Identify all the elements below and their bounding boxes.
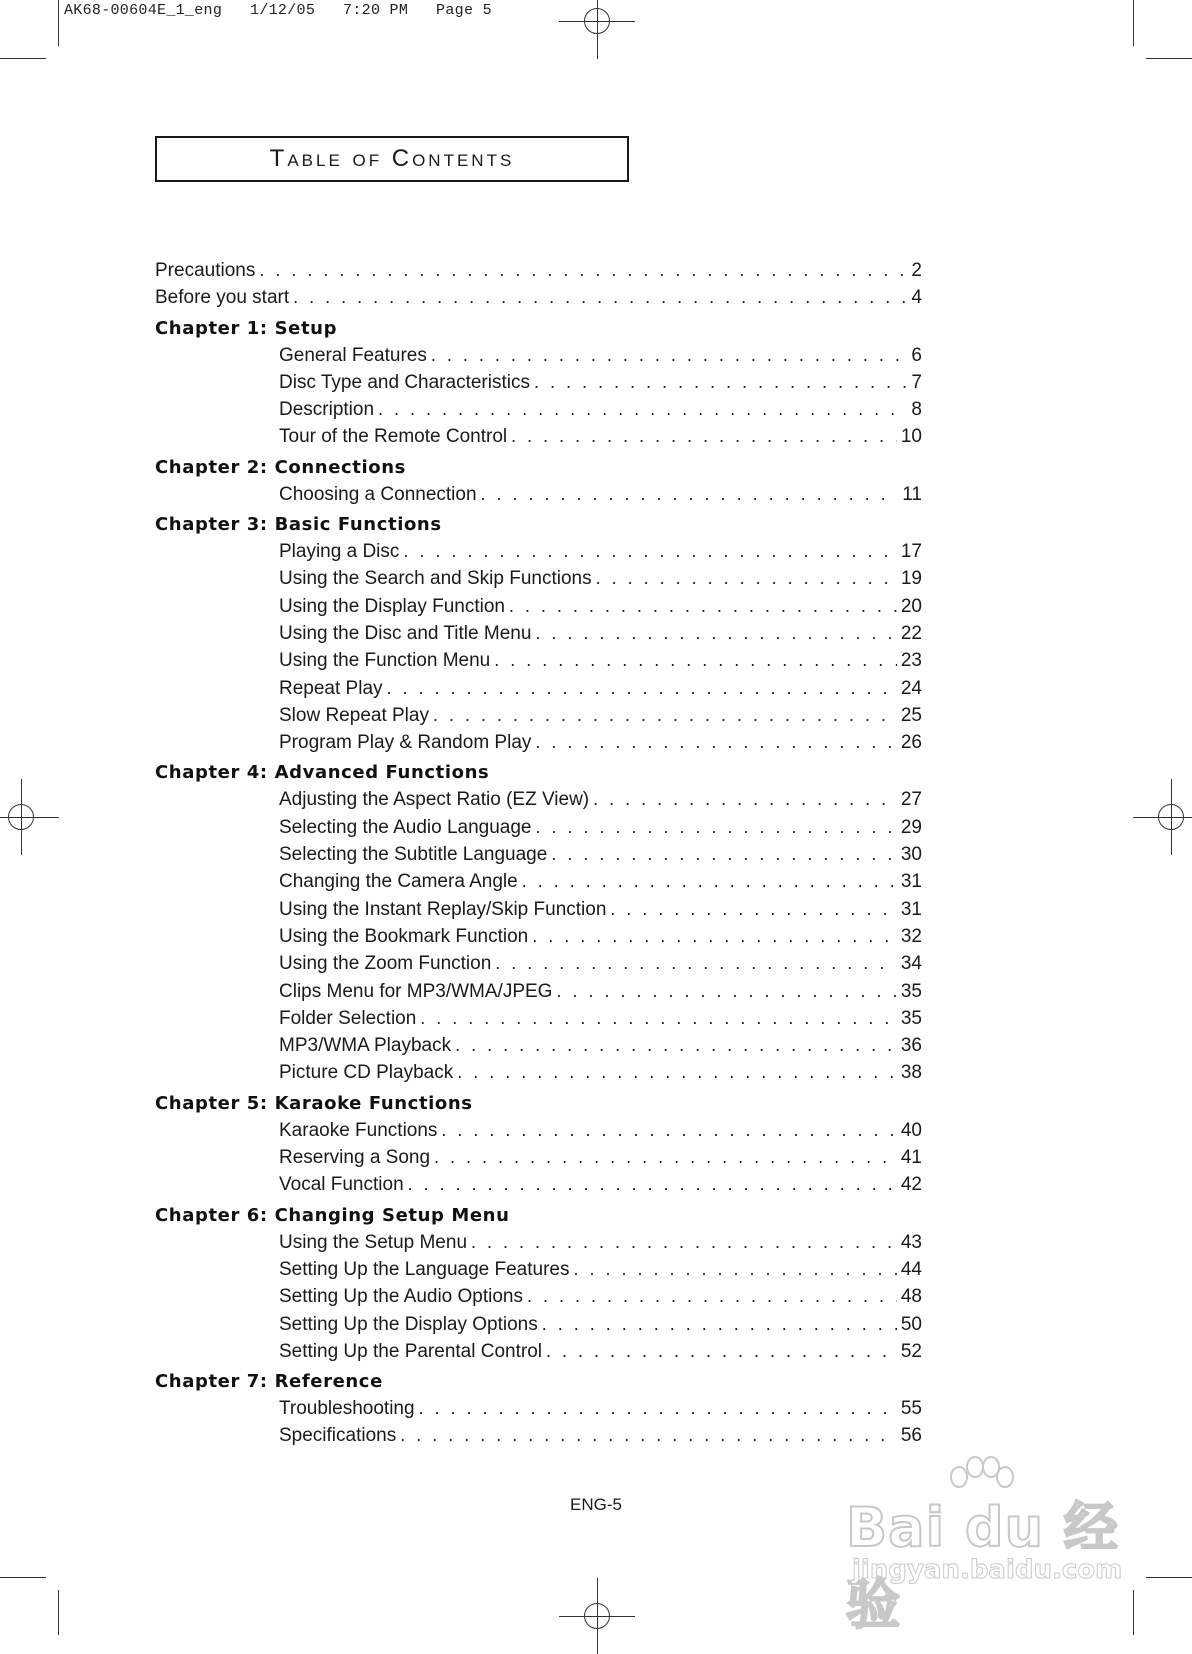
toc-entry: [155, 1117, 922, 1144]
crop-mark-top-right-v: [1133, 0, 1134, 46]
toc-entry: [155, 923, 922, 950]
toc-entry-label: Clips Menu for MP3/WMA/JPEG: [279, 980, 553, 1002]
toc-entry-page: 43: [900, 1231, 922, 1253]
toc-entry-page: 10: [900, 426, 922, 448]
toc-entry-label: Choosing a Connection: [279, 483, 477, 505]
crop-mark-bottom-left-h: [0, 1577, 46, 1578]
toc-entry: [155, 647, 922, 674]
toc-entry: [155, 284, 922, 311]
toc-entry-label: Tour of the Remote Control: [279, 426, 508, 448]
toc-entry: [155, 423, 922, 450]
dot-leader: [573, 1256, 896, 1283]
toc-entry-page: 25: [900, 704, 922, 726]
toc-entry: [155, 369, 922, 396]
toc-entry: [155, 896, 922, 923]
toc-entry-label: Repeat Play: [279, 677, 383, 699]
toc-entry-page: 56: [900, 1425, 922, 1447]
dot-leader: [455, 1032, 897, 1059]
toc-entry: [155, 1229, 922, 1256]
toc-entry: [155, 257, 922, 284]
toc-entry-page: 17: [900, 541, 922, 563]
toc-entry: [155, 1311, 922, 1338]
registration-mark-left-icon: [8, 804, 34, 830]
toc-entry-label: Using the Bookmark Function: [279, 925, 529, 947]
dot-leader: [441, 1117, 896, 1144]
toc-entry: [155, 841, 922, 868]
toc-entry-page: 29: [900, 816, 922, 838]
toc-entry: [155, 396, 922, 423]
print-slug: AK68-00604E_1_eng 1/12/05 7:20 PM Page 5: [64, 2, 492, 19]
toc-entry-label: Using the Instant Replay/Skip Function: [279, 898, 607, 920]
toc-entry-page: 20: [900, 595, 922, 617]
toc-entry-label: Vocal Function: [279, 1174, 404, 1196]
toc-entry-label: Program Play & Random Play: [279, 732, 532, 754]
toc-entry-page: 42: [900, 1174, 922, 1196]
toc-entry: [155, 1395, 922, 1422]
crop-mark-top-left-v: [58, 0, 59, 46]
dot-leader: [403, 538, 896, 565]
toc-entry-page: 26: [900, 732, 922, 754]
dot-leader: [471, 1229, 897, 1256]
toc-entry-label: General Features: [279, 344, 427, 366]
dot-leader: [457, 1059, 897, 1086]
dot-leader: [535, 729, 896, 756]
toc-entry-label: Setting Up the Parental Control: [279, 1340, 542, 1362]
toc-entry-page: 36: [900, 1035, 922, 1057]
toc-entry: [155, 786, 922, 813]
toc-entry: [155, 1422, 922, 1449]
toc-entry-page: 6: [911, 344, 922, 366]
dot-leader: [511, 423, 897, 450]
toc-entry: [155, 814, 922, 841]
toc-entry-label: Specifications: [279, 1425, 397, 1447]
dot-leader: [433, 702, 897, 729]
page-title: Table of Contents: [269, 145, 515, 172]
toc-entry-label: Using the Function Menu: [279, 650, 491, 672]
dot-leader: [378, 396, 907, 423]
toc-entry-page: 2: [911, 260, 922, 281]
toc-entry-page: 35: [900, 1007, 922, 1029]
chapter-heading: Chapter 5: Karaoke Functions: [155, 1092, 473, 1114]
crop-mark-top-right-h: [1146, 58, 1192, 59]
dot-leader: [431, 342, 908, 369]
dot-leader: [532, 923, 897, 950]
baidu-watermark: [846, 1455, 1146, 1636]
toc-entry-page: 52: [900, 1340, 922, 1362]
toc-entry: [155, 1032, 922, 1059]
registration-mark-bottom-icon: [584, 1603, 610, 1629]
toc-entry-page: 41: [900, 1147, 922, 1169]
toc-entry-label: Karaoke Functions: [279, 1119, 438, 1141]
toc-entry: [155, 1005, 922, 1032]
dot-leader: [481, 481, 899, 508]
toc-entry: [155, 729, 922, 756]
crop-mark-top-left-h: [0, 58, 46, 59]
toc-entry: [155, 593, 922, 620]
dot-leader: [522, 868, 897, 895]
page-number-footer: ENG-5: [570, 1495, 622, 1514]
toc-entry: [155, 702, 922, 729]
chapter-heading: Chapter 1: Setup: [155, 317, 338, 339]
chapter-heading: Chapter 4: Advanced Functions: [155, 762, 490, 784]
dot-leader: [400, 1422, 897, 1449]
toc-entry-label: Reserving a Song: [279, 1147, 431, 1169]
toc-entry-label: Using the Disc and Title Menu: [279, 622, 532, 644]
toc-entry-label: MP3/WMA Playback: [279, 1035, 452, 1057]
dot-leader: [509, 593, 897, 620]
watermark-text: Bai du 经验: [846, 1496, 1119, 1636]
dot-leader: [419, 1395, 897, 1422]
dot-leader: [535, 620, 896, 647]
watermark-url: jingyan.baidu.com: [852, 1555, 1123, 1585]
toc-entry-label: Troubleshooting: [279, 1398, 415, 1420]
toc-entry-label: Selecting the Audio Language: [279, 816, 532, 838]
dot-leader: [542, 1311, 897, 1338]
dot-leader: [495, 950, 897, 977]
dot-leader: [420, 1005, 897, 1032]
chapter-heading: Chapter 7: Reference: [155, 1371, 383, 1393]
crop-mark-bottom-right-h: [1146, 1577, 1192, 1578]
toc-entry-page: 23: [900, 650, 922, 672]
toc-entry-page: 48: [900, 1286, 922, 1308]
toc-entry: [155, 1283, 922, 1310]
toc-entry-label: Using the Search and Skip Functions: [279, 568, 592, 590]
toc-entry: [155, 978, 922, 1005]
toc-entry: [155, 1171, 922, 1198]
dot-leader: [259, 257, 907, 284]
dot-leader: [593, 786, 897, 813]
toc-title-box: [155, 136, 629, 182]
toc-entry: [155, 1338, 922, 1365]
toc-entry: [155, 481, 922, 508]
toc-entry-label: Before you start: [155, 287, 290, 309]
toc-entry-label: Folder Selection: [279, 1007, 417, 1029]
dot-leader: [387, 675, 897, 702]
toc-entry: [155, 1256, 922, 1283]
toc-entry-page: 38: [900, 1062, 922, 1084]
toc-entry-page: 27: [900, 789, 922, 811]
toc-entry-label: Using the Display Function: [279, 595, 505, 617]
dot-leader: [494, 647, 897, 674]
toc-entry-page: 40: [900, 1119, 922, 1141]
toc-entry-page: 50: [900, 1313, 922, 1335]
toc-entry-label: Slow Repeat Play: [279, 704, 429, 726]
toc-entry-page: 31: [900, 871, 922, 893]
toc-entry-page: 19: [900, 568, 922, 590]
toc-entry-label: Selecting the Subtitle Language: [279, 844, 548, 866]
chapter-heading: Chapter 6: Changing Setup Menu: [155, 1204, 510, 1226]
registration-mark-right-icon: [1158, 804, 1184, 830]
toc-entry: [155, 950, 922, 977]
toc-entry: [155, 675, 922, 702]
toc-entry-page: 8: [911, 399, 922, 421]
toc-entry-page: 4: [911, 287, 922, 309]
toc-entry: [155, 868, 922, 895]
toc-entry-label: Playing a Disc: [279, 541, 400, 563]
toc-entry: [155, 538, 922, 565]
dot-leader: [527, 1283, 897, 1310]
toc-entry-label: Disc Type and Characteristics: [279, 371, 530, 393]
dot-leader: [546, 1338, 897, 1365]
toc-entry-page: 7: [911, 371, 922, 393]
toc-entry-label: Precautions: [155, 260, 256, 281]
toc-entry-page: 34: [900, 953, 922, 975]
dot-leader: [293, 284, 907, 311]
toc-entry-page: 32: [900, 925, 922, 947]
toc-entry-label: Setting Up the Audio Options: [279, 1286, 523, 1308]
toc-entry-page: 30: [900, 844, 922, 866]
dot-leader: [610, 896, 896, 923]
toc-entry-label: Adjusting the Aspect Ratio (EZ View): [279, 789, 590, 811]
toc-entry-page: 55: [900, 1398, 922, 1420]
toc-entry: [155, 1059, 922, 1086]
toc-entry: [155, 565, 922, 592]
toc-entry-page: 44: [900, 1258, 922, 1280]
toc-entry-label: Changing the Camera Angle: [279, 871, 518, 893]
toc-entry-label: Setting Up the Display Options: [279, 1313, 538, 1335]
dot-leader: [434, 1144, 897, 1171]
toc-entry-page: 22: [900, 622, 922, 644]
toc-entry-label: Using the Zoom Function: [279, 953, 492, 975]
crop-mark-bottom-left-v: [58, 1590, 59, 1635]
toc-entry-page: 11: [902, 483, 922, 505]
toc-entry: [155, 620, 922, 647]
dot-leader: [534, 369, 907, 396]
toc-entry-label: Picture CD Playback: [279, 1062, 454, 1084]
dot-leader: [596, 565, 897, 592]
toc-entry-page: 35: [900, 980, 922, 1002]
chapter-heading: Chapter 3: Basic Functions: [155, 514, 442, 536]
toc-entry-label: Description: [279, 399, 375, 421]
toc-entry: [155, 342, 922, 369]
table-of-contents: [155, 257, 922, 1450]
toc-entry-label: Using the Setup Menu: [279, 1231, 468, 1253]
toc-entry-page: 31: [900, 898, 922, 920]
toc-entry-page: 24: [900, 677, 922, 699]
toc-entry-label: Setting Up the Language Features: [279, 1258, 570, 1280]
dot-leader: [536, 814, 897, 841]
chapter-heading: Chapter 2: Connections: [155, 456, 406, 478]
dot-leader: [556, 978, 896, 1005]
registration-mark-top-icon: [584, 8, 610, 34]
toc-entry: [155, 1144, 922, 1171]
dot-leader: [408, 1171, 897, 1198]
dot-leader: [551, 841, 897, 868]
